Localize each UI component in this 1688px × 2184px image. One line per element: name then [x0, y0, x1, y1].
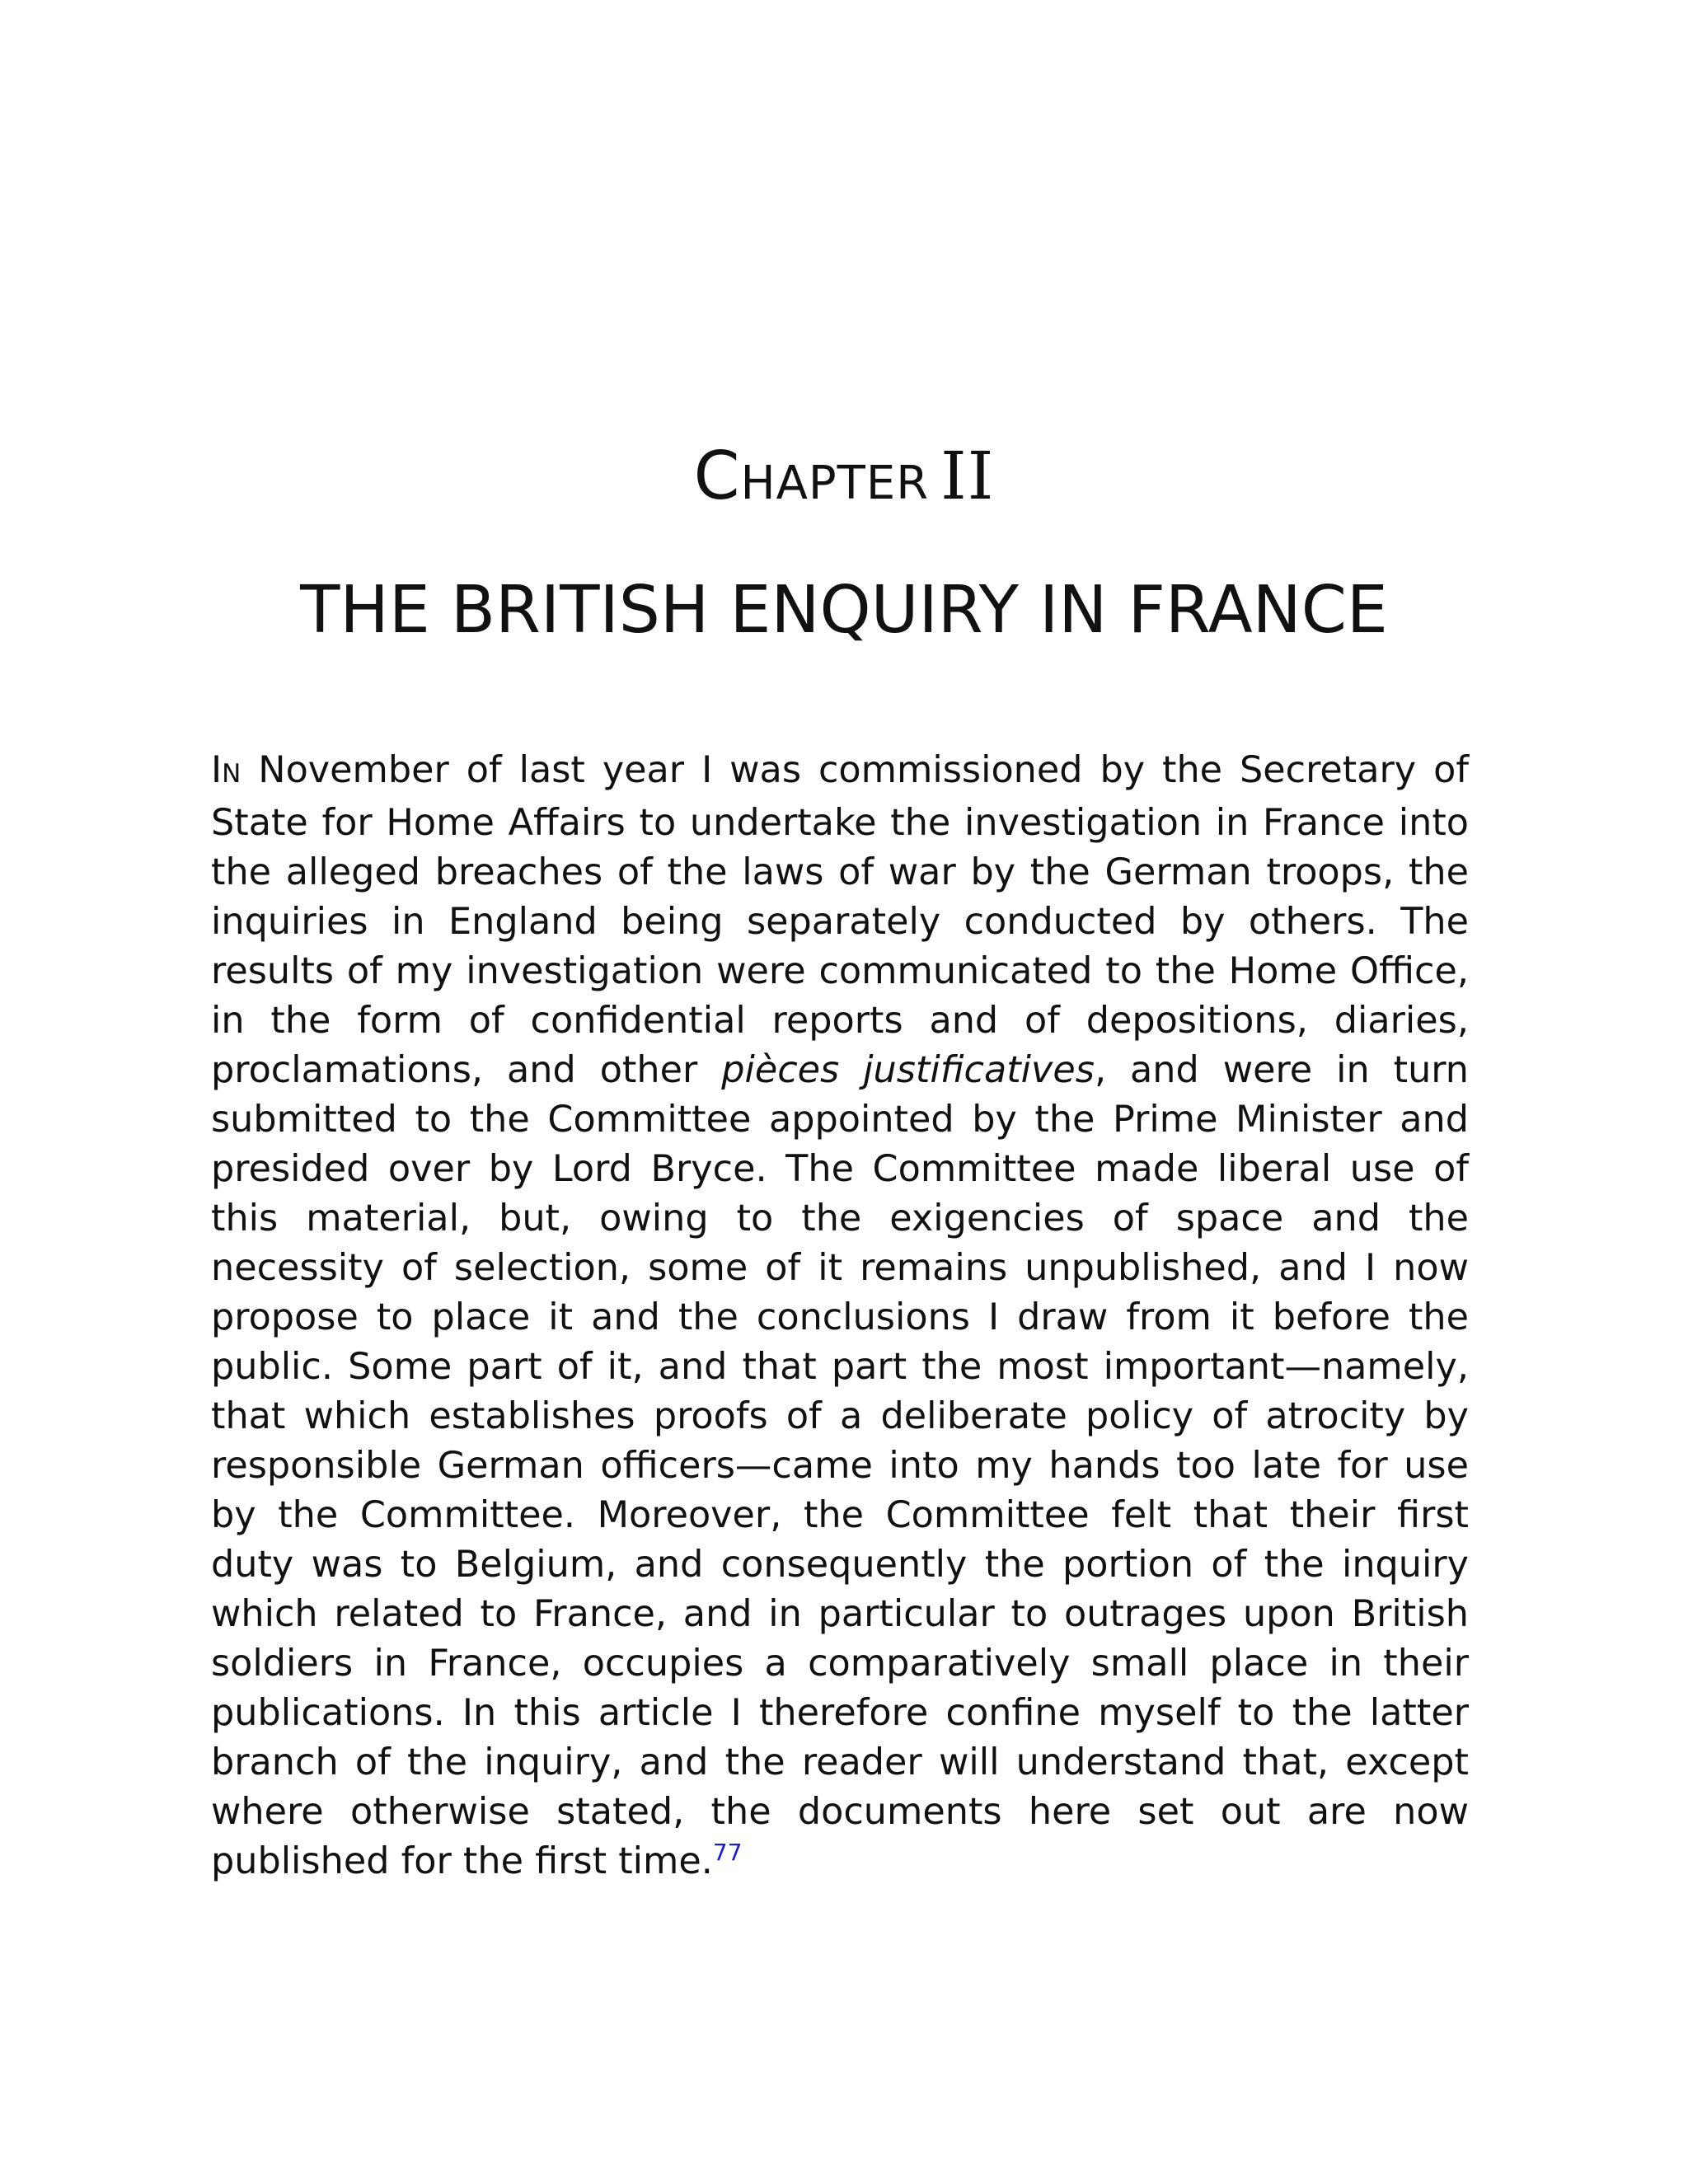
italic-phrase: pièces justificatives — [721, 1049, 1095, 1091]
chapter-label — [0, 435, 1688, 525]
footnote-link[interactable]: 77 — [712, 1839, 743, 1867]
chapter-numeral: II — [940, 438, 995, 514]
opening-small-cap: N — [222, 759, 241, 789]
chapter-title: THE BRITISH ENQUIRY IN FRANCE — [300, 572, 1388, 648]
chapter-label-rest: HAPTER — [740, 457, 930, 510]
body-paragraph — [211, 746, 1469, 1886]
paragraph-text-part-1: November of last year I was commissioned by the Secretary of State for Home Affairs to undertake the investigation in France into the alleged breaches of the laws of war by the German troops, the inquiries in England being separately conducted by others. The results of my investigation were communicated to the Home Office, in the form of confidential reports and of depositions, diaries, proclamations, and other — [211, 749, 1469, 1091]
opening-initial: I — [211, 749, 223, 791]
paragraph-text-part-2: , and were in turn submitted to the Committee appointed by the Prime Minister and presided over by Lord Bryce. The Committee made liberal use of this material, but, owing to the exigencies of space and the necessity of selection, some of it remains unpublished, and I now propose to place it and the conclusions I draw from it before the public. Some part of it, and that part the most important—namely, that which establishes proofs of a deliberate policy of atrocity by responsible German officers—came into my hands too late for use by the Committee. Moreover, the Committee felt that their first duty was to Belgium, and consequently the portion of the inquiry which related to France, and in particular to outrages upon British soldiers in France, occupies a comparatively small place in their publications. In this article I therefore confine myself to the latter branch of the inquiry, and the reader will understand that, except where otherwise stated, the documents here set out are now published for the first time. — [211, 1049, 1469, 1882]
chapter-label-initial: C — [693, 438, 741, 514]
